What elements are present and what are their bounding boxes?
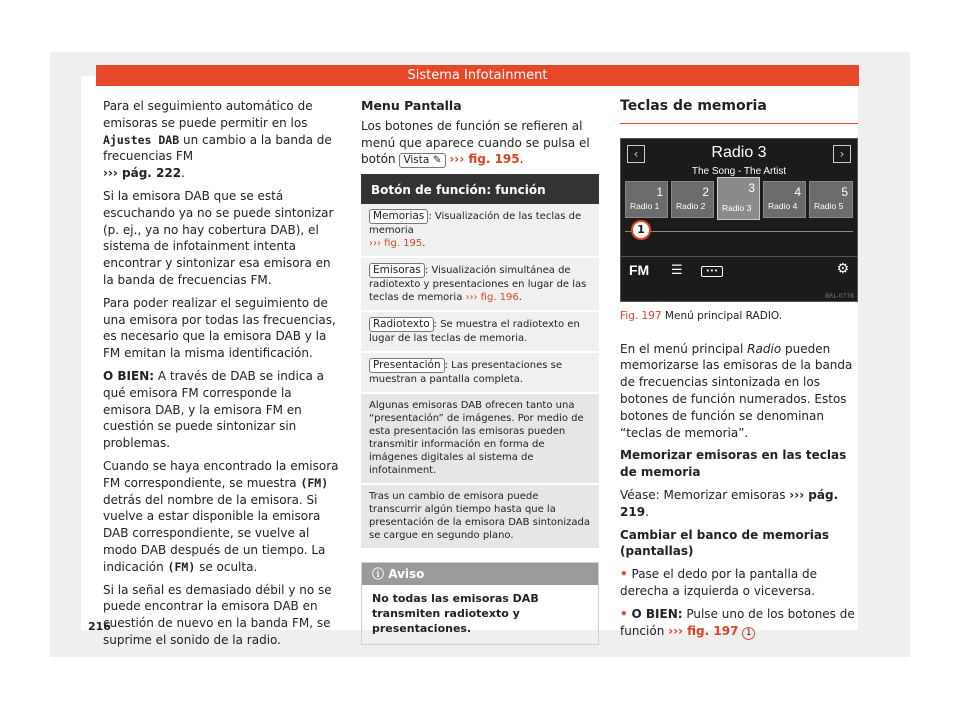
paragraph-5: Cuando se haya encontrado la emisora FM correspondiente, se muestra (FM) detrás del nombre de la emisora. Si vuelve a estar disponible la emisora DAB correspondiente, se vuelve al modo DAB después de un tiempo. La indicación (FM) se oculta. — [103, 458, 339, 574]
menu-heading: Menu Pantalla — [361, 98, 462, 113]
table-row: Memorias : Visualización de las teclas de memoria ››› fig. 195. — [361, 204, 599, 258]
bullet-icon: • — [620, 606, 628, 621]
bullet-item: • Pase el dedo por la pantalla de derecha a izquierda o viceversa. — [620, 567, 817, 598]
dab-settings-code: Ajustes DAB — [103, 132, 180, 147]
page-number: 216 — [88, 620, 111, 633]
notice-header: ⓘ Aviso — [362, 563, 598, 585]
station-name: Radio 3 — [711, 143, 767, 161]
song-info: The Song - The Artist — [691, 165, 787, 177]
paragraph: Véase: Memorizar emisoras ››› pág. 219. — [620, 487, 839, 519]
table-row: Radiotexto : Se muestra el radiotexto en lugar de las teclas de memoria. — [361, 312, 599, 353]
menu-intro: Los botones de función se refieren al menú que aparece cuando se pulsa el botón Vista ✎ ››› fig. 195. — [361, 118, 590, 167]
paragraph-2: Si la emisora DAB que se está escuchando ya no se puede sintonizar (p. ej., ya no hay cobertura DAB), el sistema de infotainment intenta encontrar y sintonizar esa emisora en la banda de frecuencias FM. — [103, 188, 334, 287]
vista-key[interactable]: Vista ✎ — [399, 153, 445, 168]
list-icon[interactable]: ☰ — [671, 262, 683, 278]
page-ref-link[interactable]: ››› pág. 222 — [103, 166, 182, 181]
paragraph-4: O BIEN: A través de DAB se indica a qué emisora FM corresponde la emisora DAB, y la emisora FM en cuestión se puede sintonizar sin problemas. — [103, 368, 324, 451]
preset-button[interactable]: 5 Radio 5 — [809, 181, 853, 218]
band-fm-label[interactable]: FM — [629, 261, 650, 278]
column-middle — [361, 98, 601, 645]
info-icon: ⓘ — [372, 567, 385, 582]
chevron-right-icon[interactable]: › — [833, 145, 851, 163]
table-header: Botón de función: función — [361, 174, 599, 204]
chevron-left-icon[interactable]: ‹ — [627, 145, 645, 163]
divider — [625, 231, 853, 232]
gear-icon[interactable]: ⚙ — [836, 260, 849, 277]
table-row: Emisoras : Visualización simultánea de radiotexto y presentaciones en lugar de las teclas de memoria ››› fig. 196. — [361, 258, 599, 312]
paragraph: En el menú principal Radio pueden memorizarse las emisoras de la banda de frecuencias sintonizada en los botones de función numerados. Estos botones de función se denominan “teclas de memoria”. — [620, 341, 853, 440]
divider — [621, 256, 857, 257]
notice-box — [361, 562, 599, 645]
subheading: Memorizar emisoras en las teclas de memoria — [620, 448, 847, 480]
bullet-icon: • — [620, 567, 628, 582]
notice-text: No todas las emisoras DAB transmiten radiotexto y presentaciones. — [372, 592, 539, 636]
figure-code: BRL-0778 — [825, 292, 854, 300]
column-left — [103, 98, 343, 655]
table-row: Presentación : Las presentaciones se muestran a pantalla completa. — [361, 353, 599, 394]
figure-caption: Fig. 197 Menú principal RADIO. — [620, 309, 783, 322]
fig-ref-link[interactable]: ››› fig. 195 — [449, 152, 520, 167]
view-icon[interactable]: ••• — [701, 266, 723, 277]
view-icon: ✎ — [432, 154, 442, 167]
paragraph-6: Si la señal es demasiado débil y no se puede encontrar la emisora DAB en cuestión de nuevo en la banda FM, se suprime el sonido de la radio. — [103, 582, 332, 647]
function-table — [361, 174, 599, 550]
preset-button[interactable]: 1 Radio 1 — [625, 181, 668, 218]
column-right — [620, 98, 860, 646]
radio-screen-figure — [620, 138, 858, 302]
preset-button-selected[interactable]: 3 Radio 3 — [717, 177, 760, 220]
callout-badge: 1 — [631, 220, 651, 240]
paragraph-3: Para poder realizar el seguimiento de una emisora por todas las frecuencias, es necesario que la emisora DAB y la FM emitan la misma identificación. — [103, 295, 336, 361]
subheading: Cambiar el banco de memorias (pantallas) — [620, 527, 830, 559]
callout-number: 1 — [742, 627, 755, 640]
page-header: Sistema Infotainment — [96, 65, 859, 86]
table-note: Tras un cambio de emisora puede transcurrir algún tiempo hasta que la presentación de la emisora DAB sintonizada se cargue en segundo plano. — [361, 485, 599, 550]
table-note: Algunas emisoras DAB ofrecen tanto una “presentación” de imágenes. Por medio de esta presentación las emisoras pueden transmitir información en forma de imágenes digitales al sistema de infotainment. — [361, 394, 599, 485]
bullet-item: • O BIEN: Pulse uno de los botones de función ››› fig. 197 1 — [620, 606, 855, 638]
preset-button[interactable]: 2 Radio 2 — [671, 181, 714, 218]
preset-button[interactable]: 4 Radio 4 — [763, 181, 806, 218]
section-title: Teclas de memoria — [620, 98, 858, 124]
paragraph-1: Para el seguimiento automático de emisoras se puede permitir en los Ajustes DAB un cambio a la banda de frecuencias FM ››› pág. 222. — [103, 99, 332, 181]
